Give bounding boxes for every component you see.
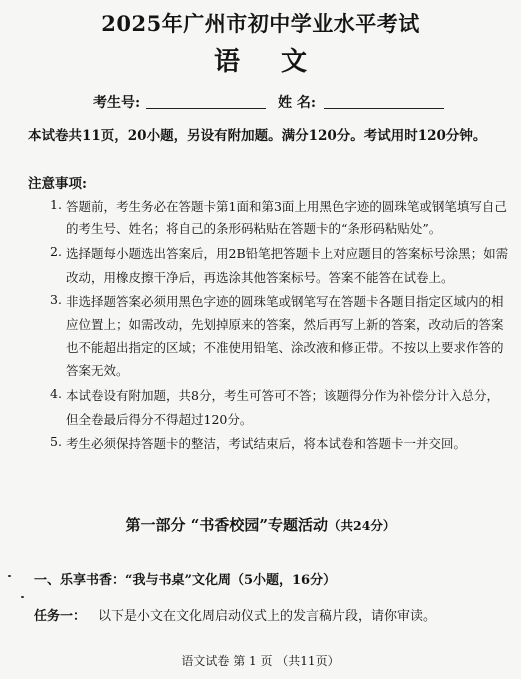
notice-item-number: 1. xyxy=(50,197,62,212)
scan-speck xyxy=(21,596,24,598)
name-blank xyxy=(324,108,444,109)
task-label: 任务一： xyxy=(34,609,87,624)
name-label: 姓 名: xyxy=(278,95,317,111)
notice-item-number: 3. xyxy=(50,292,62,307)
notice-item-number: 4. xyxy=(50,386,62,401)
candidate-number-blank xyxy=(146,108,266,109)
exam-title: 2025年广州市初中学业水平考试 xyxy=(101,11,420,36)
notice-item-line: 本试卷设有附加题，共8分，考生可答可不答；该题得分作为补偿分计入总分， xyxy=(66,388,499,403)
part-score: （共24分） xyxy=(328,518,396,533)
task-text: 以下是小文在文化周启动仪式上的发言稿片段，请你审读。 xyxy=(98,609,437,624)
section-heading xyxy=(34,569,336,588)
notice-item-number: 2. xyxy=(50,244,62,259)
notice-item-line: 的考生号、姓名；将自己的条形码粘贴在答题卡的“条形码粘贴处”。 xyxy=(66,221,442,236)
notice-item-line: 答案无效。 xyxy=(66,363,129,378)
subject-title: 语 文 xyxy=(213,47,324,77)
page-footer: 语文试卷 第 1 页 （共11页） xyxy=(181,654,340,668)
exam-info: 本试卷共11页，20小题，另设有附加题。满分120分。考试用时120分钟。 xyxy=(28,128,487,144)
scan-speck xyxy=(8,575,11,577)
part-heading xyxy=(0,514,521,535)
notice-item-line: 但全卷最后得分不得超过120分。 xyxy=(66,412,253,427)
notice-item-line: 应位置上；如需改动，先划掉原来的答案，然后再写上新的答案，改动后的答案 xyxy=(66,317,504,332)
part-title: 第一部分 “书香校园”专题活动 xyxy=(125,516,329,534)
notice-item-line: 改动，用橡皮擦干净后，再选涂其他答案标号。答案不能答在试卷上。 xyxy=(66,270,454,285)
notice-item-line: 考生必须保持答题卡的整洁，考试结束后，将本试卷和答题卡一并交回。 xyxy=(66,436,467,451)
notice-item-number: 5. xyxy=(50,434,62,449)
candidate-number-label: 考生号: xyxy=(93,95,141,111)
section-title: 一、乐享书香：“我与书桌”文化周 xyxy=(34,573,231,588)
section-score: （5小题，16分） xyxy=(230,573,337,588)
notice-item-line: 非选择题答案必须用黑色字迹的圆珠笔或钢笔写在答题卡各题目指定区域内的相 xyxy=(66,294,504,309)
notice-item-line: 答题前，考生务必在答题卡第1面和第3面上用黑色字迹的圆珠笔或钢笔填写自己 xyxy=(66,199,507,214)
notice-item-line: 也不能超出指定的区域；不准使用铅笔、涂改液和修正带。不按以上要求作答的 xyxy=(66,340,504,355)
notice-heading: 注意事项: xyxy=(28,176,87,192)
notice-item-line: 选择题每小题选出答案后，用2B铅笔把答题卡上对应题目的答案标号涂黑；如需 xyxy=(66,246,509,261)
